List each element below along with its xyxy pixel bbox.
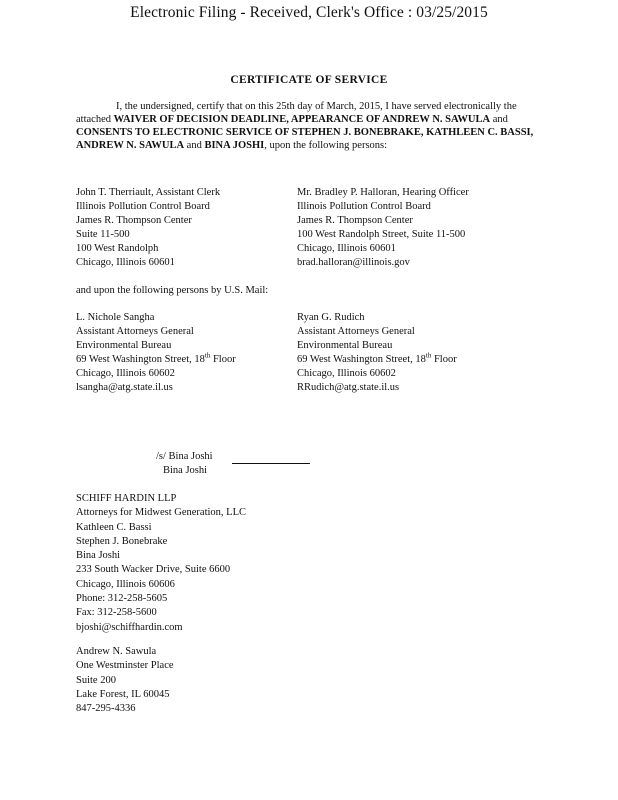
address-bureau: Environmental Bureau — [297, 340, 393, 351]
intro-and-2: and — [184, 140, 205, 151]
address-title: Assistant Attorneys General — [76, 326, 194, 337]
firm-line: SCHIFF HARDIN LLP — [76, 493, 177, 504]
address-line: 100 West Randolph Street, Suite 11-500 — [297, 229, 466, 240]
firm-line: Kathleen C. Bassi — [76, 521, 152, 533]
firm-signature-block — [76, 492, 246, 635]
address-name: L. Nichole Sangha — [76, 312, 155, 323]
mail-address-sangha — [76, 311, 236, 395]
email-link[interactable]: lsangha@atg.state.il.us — [76, 382, 173, 393]
address-line: John T. Therriault, Assistant Clerk — [76, 187, 221, 198]
service-address-clerk — [76, 186, 220, 270]
firm-line: Chicago, Illinois 60606 — [76, 578, 175, 590]
sawula-line: Suite 200 — [76, 674, 116, 686]
address-street: 69 West Washington Street, 18th Floor — [76, 351, 236, 365]
address-name: Ryan G. Rudich — [297, 312, 365, 323]
address-line: Chicago, Illinois 60601 — [76, 257, 175, 268]
firm-line: 233 South Wacker Drive, Suite 6600 — [76, 564, 231, 576]
mail-service-intro: and upon the following persons by U.S. Mail: — [76, 285, 269, 296]
served-document-2: CONSENTS TO ELECTRONIC SERVICE OF STEPHEN J. BONEBRAKE, KATHLEEN C. BASSI, ANDREW N. SAWULA — [76, 127, 534, 151]
signature-line — [232, 463, 310, 464]
sawula-line: 847-295-4336 — [76, 703, 136, 715]
intro-and-1: and — [490, 114, 508, 125]
sawula-line: Lake Forest, IL 60045 — [76, 688, 170, 700]
signer-name: Bina Joshi — [163, 465, 208, 476]
address-line: Mr. Bradley P. Halloran, Hearing Officer — [297, 187, 469, 198]
address-street: 69 West Washington Street, 18th Floor — [297, 351, 457, 365]
served-document-3: BINA JOSHI — [204, 140, 265, 151]
address-bureau: Environmental Bureau — [76, 340, 172, 351]
firm-email: bjoshi@schiffhardin.com — [76, 621, 183, 633]
address-line: Illinois Pollution Control Board — [297, 201, 431, 212]
address-email: RRudich@atg.state.il.us — [297, 382, 400, 393]
intro-post: , upon the following persons: — [264, 140, 388, 151]
intro-text: I, the undersigned, certify that on this 25th day of March, 2015, I have served electronically the attached — [76, 101, 517, 125]
firm-line: Stephen J. Bonebrake — [76, 535, 168, 547]
address-line: Suite 11-500 — [76, 229, 130, 240]
address-line: James R. Thompson Center — [297, 215, 413, 226]
sawula-signature-block — [76, 645, 174, 716]
served-document-1: WAIVER OF DECISION DEADLINE, APPEARANCE OF ANDREW N. SAWULA — [113, 114, 491, 125]
sawula-line: One Westminster Place — [76, 660, 174, 672]
document-title: CERTIFICATE OF SERVICE — [230, 74, 388, 86]
sawula-line: Andrew N. Sawula — [76, 646, 157, 657]
address-city: Chicago, Illinois 60602 — [76, 368, 175, 379]
firm-line: Bina Joshi — [76, 550, 121, 562]
address-line: 100 West Randolph — [76, 243, 159, 254]
address-line: Illinois Pollution Control Board — [76, 201, 210, 212]
firm-line: Phone: 312-258-5605 — [76, 593, 168, 605]
firm-line: Fax: 312-258-5600 — [76, 607, 157, 619]
service-address-hearing-officer — [297, 186, 469, 270]
address-title: Assistant Attorneys General — [297, 326, 415, 337]
address-line: James R. Thompson Center — [76, 215, 192, 226]
certification-paragraph — [76, 100, 544, 152]
address-line: Chicago, Illinois 60601 — [297, 243, 396, 254]
filing-stamp-header: Electronic Filing - Received, Clerk's Office : 03/25/2015 — [130, 4, 488, 21]
address-line: brad.halloran@illinois.gov — [297, 257, 410, 268]
address-city: Chicago, Illinois 60602 — [297, 368, 396, 379]
electronic-signature: /s/ Bina Joshi — [156, 451, 213, 462]
mail-address-rudich — [297, 311, 457, 395]
firm-line: Attorneys for Midwest Generation, LLC — [76, 507, 247, 519]
